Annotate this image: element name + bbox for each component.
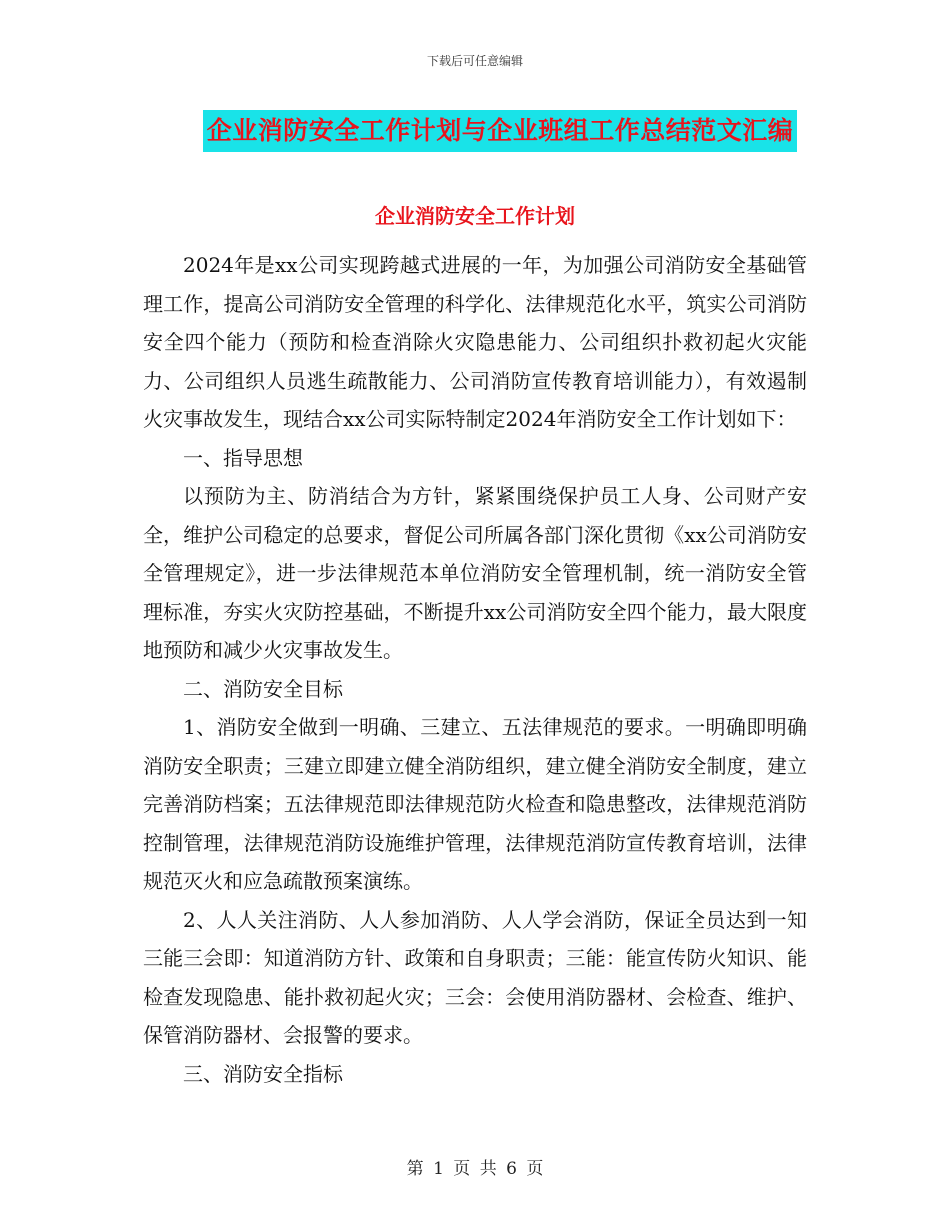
section-title: 企业消防安全工作计划 [375, 204, 575, 228]
paragraph-intro: 2024年是xx公司实现跨越式进展的一年，为加强公司消防安全基础管理工作，提高公司消防安全管理的科学化、法律规范化水平，筑实公司消防安全四个能力（预防和检查消除火灾隐患能力、公司组织扑救初起火灾能力、公司组织人员逃生疏散能力、公司消防宣传教育培训能力），有效遏制火灾事故发生，现结合xx公司实际特制定2024年消防安全工作计划如下： [143, 253, 807, 431]
page-footer: 第 1 页 共 6 页 [406, 1159, 544, 1179]
paragraph-guiding-ideology: 以预防为主、防消结合为方针，紧紧围绕保护员工人身、公司财产安全，维护公司稳定的总要求，督促公司所属各部门深化贯彻《xx公司消防安全管理规定》，进一步法律规范本单位消防安全管理机制，统一消防安全管理标准，夯实火灾防控基础，不断提升xx公司消防安全四个能力，最大限度地预防和减少火灾事故发生。 [143, 484, 807, 662]
heading-safety-indicators: 三、消防安全指标 [183, 1061, 343, 1086]
heading-safety-goals: 二、消防安全目标 [183, 676, 343, 701]
document-title-container [0, 110, 950, 152]
heading-guiding-ideology: 一、指导思想 [183, 445, 303, 470]
paragraph-goal-1: 1、消防安全做到一明确、三建立、五法律规范的要求。一明确即明确消防安全职责；三建立即建立健全消防组织，建立健全消防安全制度，建立完善消防档案；五法律规范即法律规范防火检查和隐患整改，法律规范消防控制管理，法律规范消防设施维护管理，法律规范消防宣传教育培训，法律规范灭火和应急疏散预案演练。 [143, 715, 807, 893]
document-title: 企业消防安全工作计划与企业班组工作总结范文汇编 [203, 110, 798, 152]
page-header-note: 下载后可任意编辑 [426, 54, 523, 68]
document-body [143, 246, 807, 1093]
paragraph-goal-2: 2、人人关注消防、人人参加消防、人人学会消防，保证全员达到一知三能三会即：知道消防方针、政策和自身职责；三能：能宣传防火知识、能检查发现隐患、能扑救初起火灾；三会：会使用消防器材、会检查、维护、保管消防器材、会报警的要求。 [143, 907, 807, 1047]
